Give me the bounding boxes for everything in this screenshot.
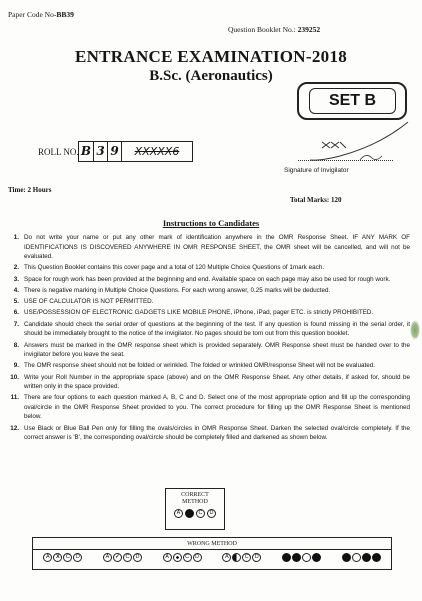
- list-item: 7. Candidate should check the serial order of questions at the beginning of the test. If any question is found missing in the serial order, it should be immediately brought to the notice of the invigilator. No pages should be torn out from this question booklet.: [13, 320, 410, 338]
- bubble-a: A: [174, 509, 183, 518]
- roll-label: ROLL NO.: [38, 147, 79, 157]
- bubble-d: D: [207, 509, 216, 518]
- set-label: SET B: [309, 88, 396, 114]
- paper-code: [8, 10, 74, 19]
- wrong-bubbles: [33, 550, 391, 562]
- bubble: C: [123, 553, 132, 562]
- list-item: 11. There are four options to each question marked A, B, C and D. Select one of the most appropriate option and fill up the corresponding oval/circle in the OMR Response Sheet provided to you. The correct procedure for filling up the OMR Response Sheet is mentioned below.: [10, 394, 410, 421]
- time-allowed: Time: 2 Hours: [8, 186, 52, 194]
- wrong-group-cross: [43, 553, 82, 562]
- bubble: A: [43, 553, 52, 562]
- roll-digit-2[interactable]: 3: [93, 141, 108, 162]
- wrong-group-tick: [103, 553, 142, 562]
- bubble-filled: [292, 553, 301, 562]
- bubble-filled: [372, 553, 381, 562]
- instructions-list: [6, 233, 410, 445]
- bubble-filled: [362, 553, 371, 562]
- paper-code-value: BB39: [56, 10, 74, 19]
- invigilator-signature: [300, 120, 418, 172]
- bubble: D: [73, 553, 82, 562]
- booklet-label: Question Booklet No.:: [228, 25, 296, 34]
- paper-code-label: Paper Code No-: [8, 10, 57, 19]
- bubble-filled: [312, 553, 321, 562]
- roll-digit-3[interactable]: 9: [107, 141, 122, 162]
- list-item: 5. USE OF CALCULATOR IS NOT PERMITTED.: [13, 298, 154, 306]
- wrong-method-label: WRONG METHOD: [33, 538, 391, 550]
- bubble: C: [242, 553, 251, 562]
- list-item: 2. This Question Booklet contains this cover page and a total of 120 Multiple Choice Questions of 1mark each.: [13, 264, 324, 272]
- instructions-title: Instructions to Candidates: [162, 218, 260, 228]
- correct-label-1: CORRECT: [181, 492, 209, 498]
- paper-stain: [410, 320, 420, 340]
- bubble: A: [103, 553, 112, 562]
- bubble-dotted: [173, 553, 182, 562]
- booklet-value: 239252: [297, 25, 321, 34]
- list-item: 12. Use Black or Blue Ball Pen only for filling the ovals/circles in OMR Response Sheet. Darken the selected oval/circle completely. If the correct answer is 'B', the corresponding oval/circle should be completely filled and darkened as shown below.: [10, 424, 410, 442]
- bubble-b-filled: [185, 509, 194, 518]
- correct-label-2: METHOD: [182, 499, 208, 505]
- correct-method-box: [165, 488, 225, 530]
- list-item: 10. Write your Roll Number in the appropriate space (above) and on the OMR Response Sheet. Any other details, if asked for, should be written only in the space provided.: [10, 373, 410, 391]
- bubble-half-filled: [232, 553, 241, 562]
- bubble: A: [222, 553, 231, 562]
- bubble: [352, 553, 361, 562]
- list-item: 1. Do not write your name or put any other mark of identification anywhere in the OMR Response Sheet. IF ANY MARK OF IDENTIFICATIONS IS DISCOVERED ANYWHERE IN OMR RESPONSE SHEET, the OMR sheet will be cancelled, and will not be evaluated.: [13, 234, 410, 260]
- booklet-number: [228, 25, 320, 34]
- list-item: 4. There is negative marking in Multiple Choice Questions. For each wrong answer, 0.25 marks will be deducted.: [13, 286, 331, 294]
- bubble-filled: [282, 553, 291, 562]
- wrong-method-box: [32, 537, 392, 570]
- roll-digit-rest[interactable]: XXXXX6: [121, 141, 193, 162]
- wrong-group-all: [342, 553, 381, 562]
- bubble: C: [183, 553, 192, 562]
- bubble-ticked: ✓: [113, 553, 122, 562]
- bubble: D: [252, 553, 261, 562]
- roll-digit-1[interactable]: B: [78, 141, 94, 162]
- bubble: D: [193, 553, 202, 562]
- wrong-group-multi: [282, 553, 321, 562]
- wrong-group-dot: [163, 553, 202, 562]
- wrong-group-partial: [222, 553, 261, 562]
- bubble-crossed: X: [53, 553, 62, 562]
- correct-bubbles: [166, 509, 224, 518]
- list-item: 9. The OMR response sheet should not be folded or wrinkled. The folded or wrinkled OMR/response Sheet will not be evaluated.: [13, 362, 375, 370]
- total-marks: Total Marks: 120: [290, 196, 342, 204]
- bubble-c: C: [196, 509, 205, 518]
- list-item: 3. Space for rough work has been provided at the beginning and end. Available space on each page may also be used for rough work.: [13, 275, 391, 283]
- signature-line: [298, 160, 393, 161]
- bubble: C: [63, 553, 72, 562]
- exam-subtitle: B.Sc. (Aeronautics): [149, 68, 273, 84]
- bubble: D: [133, 553, 142, 562]
- signature-label: Signature of Invigilator: [284, 167, 349, 174]
- bubble: A: [163, 553, 172, 562]
- list-item: 6. USE/POSSESSION OF ELECTRONIC GADGETS LIKE MOBILE PHONE, iPhone, iPad, pager ETC. is strictly PROHIBITED.: [13, 309, 374, 317]
- exam-title: ENTRANCE EXAMINATION-2018: [74, 47, 348, 66]
- bubble-filled: [342, 553, 351, 562]
- bubble: [302, 553, 311, 562]
- list-item: 8. Answers must be marked in the OMR response sheet which is provided separately. OMR Response sheet must be handed over to the invigilator before you leave the seat.: [13, 341, 410, 359]
